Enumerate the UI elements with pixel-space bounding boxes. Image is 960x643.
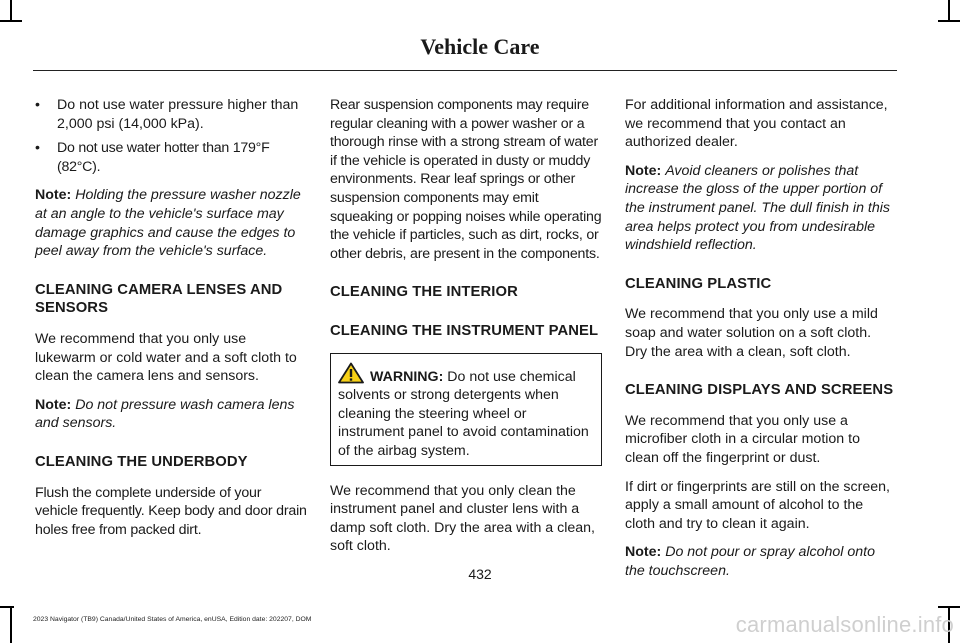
paragraph: For additional information and assistance, we recommend that you contact an authorized dealer. bbox=[625, 97, 888, 151]
section-heading: CLEANING DISPLAYS AND SCREENS bbox=[625, 382, 894, 399]
warning-text: Do not use chemical solvents or strong detergents when cleaning the steering wheel or instrument panel to avoid contamination of the airbag system. bbox=[338, 368, 589, 459]
note-label: Note: bbox=[35, 187, 72, 204]
note-text: Do not pour or spray alcohol onto the touchscreen. bbox=[625, 544, 876, 579]
list-item-text: Do not use water pressure higher than 2,000 psi (14,000 kPa). bbox=[57, 97, 299, 132]
crop-mark bbox=[938, 606, 960, 608]
warning-box bbox=[330, 353, 602, 466]
crop-mark bbox=[938, 20, 960, 22]
note-text: Do not pressure wash camera lens and sensors. bbox=[35, 396, 295, 432]
section-heading: CLEANING THE INSTRUMENT PANEL bbox=[330, 322, 599, 339]
watermark: carmanualsonline.info bbox=[735, 612, 954, 637]
footer-edition: 2023 Navigator (TB9) Canada/United States of America, enUSA, Edition date: 202207, DOM bbox=[33, 616, 312, 623]
column-middle bbox=[330, 96, 602, 566]
warning-triangle-icon bbox=[338, 362, 364, 384]
note-text: Holding the pressure washer nozzle at an angle to the vehicle's surface may damage graphics and cause the edges to peel away from the vehicle's surface. bbox=[35, 187, 301, 260]
crop-mark bbox=[948, 0, 950, 22]
section-heading: CLEANING PLASTIC bbox=[625, 275, 772, 292]
paragraph: If dirt or fingerprints are still on the screen, apply a small amount of alcohol to the cloth and try to clean it again. bbox=[625, 478, 890, 532]
warning-label: WARNING: bbox=[370, 368, 444, 385]
crop-mark bbox=[0, 20, 22, 22]
bullet-icon: • bbox=[35, 97, 40, 113]
bullet-icon: • bbox=[35, 140, 40, 157]
bullet-list bbox=[35, 96, 307, 176]
section-heading: CLEANING THE UNDERBODY bbox=[35, 453, 248, 470]
header-rule bbox=[33, 70, 897, 71]
note-label: Note: bbox=[625, 544, 662, 561]
paragraph: We recommend that you only clean the instrument panel and cluster lens with a damp soft cloth. Dry the area with a clean, soft cloth. bbox=[330, 482, 595, 555]
note bbox=[625, 162, 897, 255]
paragraph: We recommend that you only use lukewarm or cold water and a soft cloth to clean the camera lens and sensors. bbox=[35, 330, 297, 385]
crop-mark bbox=[0, 606, 14, 608]
list-item-text: Do not use water hotter than 179°F (82°C). bbox=[57, 140, 270, 175]
crop-mark bbox=[10, 606, 12, 643]
paragraph: Rear suspension components may require regular cleaning with a power washer or a thorough rinse with a strong stream of water if the vehicle is operated in dusty or muddy environments. Rear leaf springs or other suspension components may emit squeaking or popping noises while operating the vehicle if particles, such as dirt, rocks, or other debris, are present in the components. bbox=[330, 97, 602, 262]
note bbox=[35, 186, 307, 260]
column-left bbox=[35, 96, 307, 549]
page-number: 432 bbox=[468, 566, 492, 582]
page-title: Vehicle Care bbox=[420, 34, 540, 59]
section-heading: CLEANING CAMERA LENSES AND SENSORS bbox=[35, 281, 283, 317]
column-right bbox=[625, 96, 897, 590]
crop-mark bbox=[10, 0, 12, 22]
note-label: Note: bbox=[625, 162, 662, 179]
paragraph: We recommend that you only use a mild soap and water solution on a soft cloth. Dry the area with a clean, soft cloth. bbox=[625, 306, 878, 360]
note-text: Avoid cleaners or polishes that increase the gloss of the upper portion of the instrument panel. The dull finish in this area helps protect you from undesirable windshield reflection. bbox=[625, 162, 890, 254]
list-item bbox=[35, 139, 307, 176]
section-heading: CLEANING THE INTERIOR bbox=[330, 284, 518, 301]
paragraph: We recommend that you only use a microfiber cloth in a circular motion to clean off the fingerprint or dust. bbox=[625, 412, 860, 466]
paragraph: Flush the complete underside of your vehicle frequently. Keep body and door drain holes free from packed dirt. bbox=[35, 484, 307, 538]
note bbox=[35, 396, 307, 433]
note-label: Note: bbox=[35, 396, 72, 413]
list-item bbox=[35, 96, 307, 133]
